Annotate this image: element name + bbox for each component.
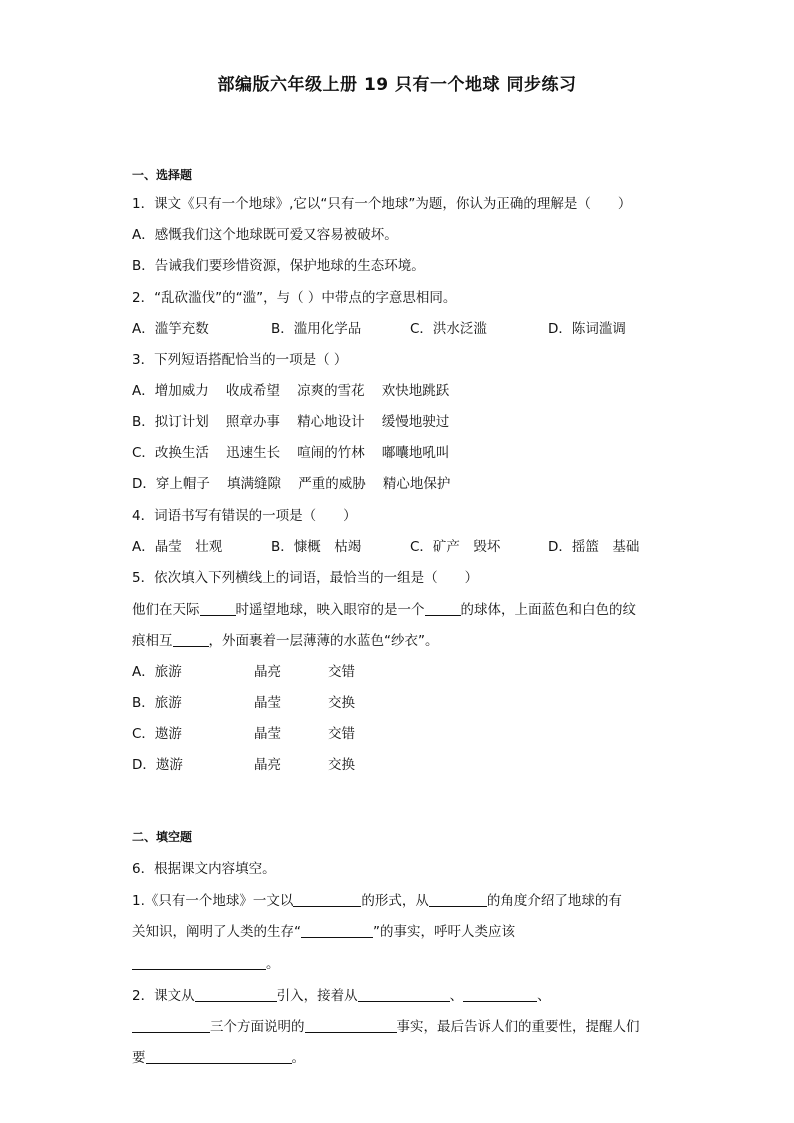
q5-passage-line2 xyxy=(132,629,439,649)
fill-blank[interactable] xyxy=(425,601,461,616)
q6-text: 1.《只有一个地球》一文以 xyxy=(132,893,294,909)
q6-text: 要 xyxy=(132,1050,146,1066)
fill-blank[interactable] xyxy=(132,955,266,970)
q3-option-a: A．增加威力 收成希望 凉爽的雪花 欢快地跳跃 xyxy=(132,383,450,399)
fill-blank[interactable] xyxy=(132,1018,210,1033)
q6-text: 、 xyxy=(449,988,464,1004)
q6-sub1-line1 xyxy=(132,889,622,909)
q3-option-c: C．改换生活 迅速生长 喧闹的竹林 嘟囔地吼叫 xyxy=(132,445,450,461)
fill-blank[interactable] xyxy=(200,601,236,616)
q6-text: 。 xyxy=(266,956,280,972)
q5-passage-text: 他们在天际 xyxy=(132,602,200,618)
fill-blank[interactable] xyxy=(173,632,209,647)
fill-blank[interactable] xyxy=(293,892,361,907)
q4-option-c: C．矿产 毁坏 xyxy=(410,539,501,555)
q2-stem: 2．“乱砍滥伐”的“滥”，与（ ）中带点的字意思相同。 xyxy=(132,290,457,306)
q6-text: 。 xyxy=(291,1050,305,1066)
fill-blank[interactable] xyxy=(358,987,450,1002)
fill-blank[interactable] xyxy=(146,1049,292,1064)
section-choice-heading: 一、选择题 xyxy=(132,168,193,182)
q6-text: 事实，最后告诉人们的重要性，提醒人们 xyxy=(396,1019,640,1035)
q5-option-d-word3: 交换 xyxy=(328,757,355,773)
fill-blank[interactable] xyxy=(195,987,277,1002)
q6-text: ”的事实，呼吁人类应该 xyxy=(373,924,515,940)
q2-option-b: B．滥用化学品 xyxy=(271,321,362,337)
q6-text: 三个方面说明的 xyxy=(210,1019,305,1035)
q5-option-b-word1: B．旅游 xyxy=(132,695,182,711)
q1-stem: 1．课文《只有一个地球》,它以“只有一个地球”为题，你认为正确的理解是（ ） xyxy=(132,196,632,212)
q4-option-d: D．摇篮 基础 xyxy=(548,539,640,555)
q5-option-a-word1: A．旅游 xyxy=(132,664,182,680)
page-title: 部编版六年级上册 19 只有一个地球 同步练习 xyxy=(217,75,577,95)
q3-option-d: D．穿上帽子 填满缝隙 严重的威胁 精心地保护 xyxy=(132,476,451,492)
q2-option-c: C．洪水泛滥 xyxy=(410,321,487,337)
q5-passage-text: 痕相互 xyxy=(132,633,173,649)
fill-blank[interactable] xyxy=(429,892,487,907)
q5-passage-text: 时遥望地球，映入眼帘的是一个 xyxy=(235,602,425,618)
q6-sub2-line3 xyxy=(132,1046,305,1066)
q6-stem: 6．根据课文内容填空。 xyxy=(132,861,276,877)
q4-option-a: A．晶莹 壮观 xyxy=(132,539,223,555)
q5-passage-line1 xyxy=(132,598,636,618)
q5-option-c-word2: 晶莹 xyxy=(254,726,281,742)
q5-option-a-word3: 交错 xyxy=(328,664,355,680)
q2-option-a: A．滥竽充数 xyxy=(132,321,209,337)
q3-stem: 3．下列短语搭配恰当的一项是（ ） xyxy=(132,352,348,368)
q1-option-a: A．感慨我们这个地球既可爱又容易被破坏。 xyxy=(132,227,398,243)
q6-text: 的形式，从 xyxy=(361,893,429,909)
q6-text: 的角度介绍了地球的有 xyxy=(486,893,622,909)
fill-blank[interactable] xyxy=(305,1018,397,1033)
q1-option-b: B．告诫我们要珍惜资源，保护地球的生态环境。 xyxy=(132,258,425,274)
q6-text: 、 xyxy=(537,988,551,1004)
q5-passage-text: 的球体，上面蓝色和白色的纹 xyxy=(460,602,636,618)
fill-blank[interactable] xyxy=(463,987,537,1002)
q5-option-c-word1: C．遨游 xyxy=(132,726,182,742)
q4-option-b: B．慷概 枯竭 xyxy=(271,539,362,555)
q5-passage-text: ，外面裹着一层薄薄的水蓝色“纱衣”。 xyxy=(208,633,439,649)
q5-option-d-word2: 晶亮 xyxy=(254,757,281,773)
q5-option-b-word3: 交换 xyxy=(328,695,355,711)
q5-option-d-word1: D．遨游 xyxy=(132,757,183,773)
q6-text: 2．课文从 xyxy=(132,988,195,1004)
q6-sub1-line3 xyxy=(132,952,280,972)
q5-option-c-word3: 交错 xyxy=(328,726,355,742)
q6-sub2-line2 xyxy=(132,1015,640,1035)
q6-sub2-line1 xyxy=(132,984,551,1004)
q5-option-b-word2: 晶莹 xyxy=(254,695,281,711)
q3-option-b: B．拟订计划 照章办事 精心地设计 缓慢地驶过 xyxy=(132,414,450,430)
q2-option-d: D．陈词滥调 xyxy=(548,321,626,337)
section-fill-heading: 二、填空题 xyxy=(132,830,193,844)
q4-stem: 4．词语书写有错误的一项是（ ） xyxy=(132,508,357,524)
q6-text: 引入，接着从 xyxy=(276,988,358,1004)
q6-text: 关知识，阐明了人类的生存“ xyxy=(132,924,301,940)
fill-blank[interactable] xyxy=(301,923,373,938)
q5-option-a-word2: 晶亮 xyxy=(254,664,281,680)
q5-stem: 5．依次填入下列横线上的词语，最恰当的一组是（ ） xyxy=(132,570,479,586)
q6-sub1-line2 xyxy=(132,920,515,940)
